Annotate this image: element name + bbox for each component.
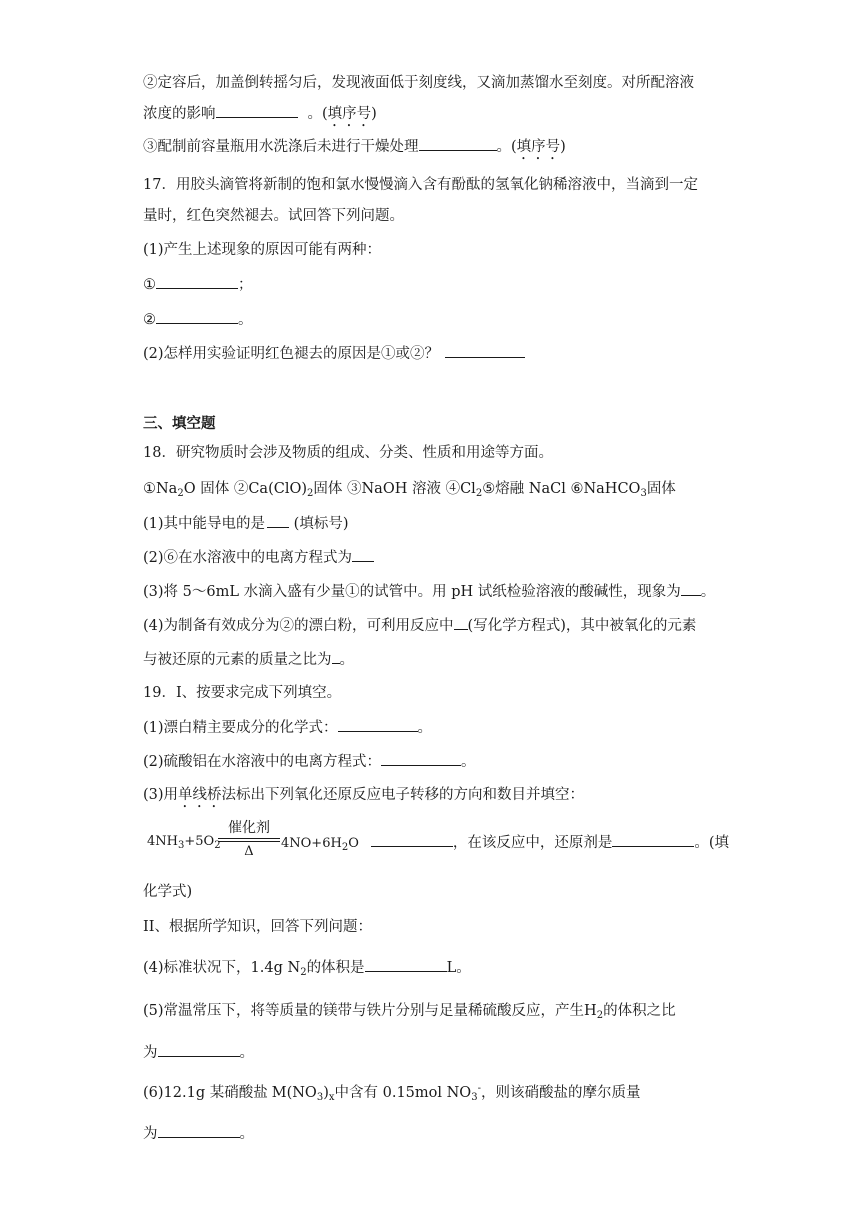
q16-fill-index-2: 填序号 (516, 139, 561, 155)
equation-left (147, 832, 221, 852)
eq-text: +5O (184, 834, 215, 849)
q18-list-text: O 固体 ②Ca(ClO) (183, 481, 307, 497)
q18-part2 (143, 547, 374, 568)
q18-part3 (143, 581, 715, 602)
q18-part1 (143, 513, 348, 534)
answer-blank[interactable] (332, 649, 340, 664)
eq-mid-text: ，在该反应中，还原剂是 (452, 835, 613, 851)
q19-part1-text: (1)漂白精主要成分的化学式： (143, 720, 338, 736)
q19-part6-m: M (271, 1085, 287, 1101)
subscript: 2 (177, 488, 184, 499)
eq-text: O (348, 836, 359, 851)
q19-part1-end: 。 (417, 720, 433, 736)
q19-part2-heading (143, 917, 372, 937)
q19-part4-text-a: (4)标准状况下，1.4g N (143, 960, 301, 976)
q18-part3-text: (3)将 5～6mL 水滴入盛有少量①的试管中。用 pH 试纸检验溶液的酸碱性，现象为 (143, 584, 681, 600)
q18-stem-text: 18．研究物质时会涉及物质的组成、分类、性质和用途等方面。 (143, 445, 553, 461)
subscript: 3 (177, 840, 185, 851)
subscript: 3 (316, 1092, 324, 1103)
q19-part4-text-b: 的体积是 (306, 960, 365, 976)
q16-close-paren-2: ) (560, 139, 566, 155)
subscript: 2 (596, 1010, 604, 1021)
q18-part4-end-b: 。 (339, 652, 354, 668)
q17-part2-text: (2)怎样用实验证明红色褪去的原因是①或②？ (143, 346, 440, 362)
q17-reason1 (143, 274, 253, 295)
heat-symbol: Δ (244, 844, 254, 859)
q19-part5-h: H (584, 1003, 597, 1019)
q19-part2-text: (2)硫酸铝在水溶液中的电离方程式： (143, 754, 382, 770)
eq-text: 4NO+6H (281, 836, 342, 851)
q16-item3-text: ③配制前容量瓶用水洗涤后未进行干燥处理 (143, 139, 419, 155)
q18-part4-text-a: (4)为制备有效成分为②的漂白粉，可利用反应中 (143, 618, 454, 634)
q19-part3-text-a: (3)用 (143, 787, 179, 803)
q18-list-text: 固体 ③NaOH 溶液 ④Cl (313, 481, 476, 497)
q19-part6-text-b: 中含有 0.15mol NO (334, 1085, 472, 1101)
answer-blank[interactable] (445, 343, 525, 358)
subscript: 3 (471, 1092, 478, 1103)
q19-part3-tail (143, 882, 192, 902)
eq-text: 4NH (147, 834, 178, 849)
subscript: 2 (300, 967, 307, 978)
superscript: - (477, 1083, 481, 1094)
answer-blank[interactable] (681, 581, 701, 596)
q18-part4-line1 (143, 615, 696, 636)
q17-reason2 (143, 309, 253, 330)
subscript: 2 (475, 488, 483, 499)
reaction-arrow (218, 819, 280, 861)
q17-reason1-end: ； (238, 277, 253, 293)
q19-part3 (143, 785, 584, 811)
answer-blank[interactable] (267, 513, 289, 528)
subscript: x (328, 1092, 335, 1103)
q19-part6-no3: (NO (286, 1085, 317, 1101)
q18-part1-end: (填标号) (289, 516, 349, 532)
answer-blank[interactable] (454, 615, 468, 630)
q18-part1-text: (1)其中能导电的是 (143, 516, 266, 532)
q18-part3-end: 。 (700, 584, 716, 600)
q17-stem-a: 17．用胶头滴管将新制的饱和氯水慢慢滴入含有酚酞的氢氧化钠稀溶液中，当滴到一定 (143, 177, 698, 193)
q17-reason1-mark: ① (143, 277, 156, 293)
q18-part4-text-b: 与被还原的元素的质量之比为 (143, 652, 332, 668)
q19-part4-end: L。 (446, 960, 471, 976)
q19-part6-text-d: 为 (143, 1126, 158, 1142)
q19-part2-end: 。 (461, 754, 476, 770)
q19-part2 (143, 751, 476, 772)
q16-item2-end: 。( (307, 106, 328, 122)
q16-item3-end: 。( (496, 139, 517, 155)
q16-item2-text-a: ②定容后，加盖倒转摇匀后，发现液面低于刻度线，又滴加蒸馏水至刻度。对所配溶液 (143, 75, 694, 91)
answer-blank[interactable] (612, 832, 694, 847)
q19-part4 (143, 957, 471, 978)
q18-substance-list (143, 479, 676, 499)
q19-part5-end: 。 (239, 1045, 254, 1061)
answer-blank[interactable] (365, 957, 447, 972)
q19-part6-line2 (143, 1123, 254, 1144)
answer-blank[interactable] (158, 1042, 240, 1057)
answer-blank[interactable] (419, 136, 497, 151)
subscript: 2 (307, 488, 314, 499)
q19-part3-text-b: 法标出下列氧化还原反应电子转移的方向和数目并填空： (221, 787, 585, 803)
q19-part6-text-c: ，则该硝酸盐的摩尔质量 (480, 1085, 641, 1101)
q19-part2-heading-text: II、根据所学知识，回答下列问题： (143, 919, 372, 935)
answer-blank[interactable] (156, 274, 238, 289)
answer-blank[interactable] (156, 309, 238, 324)
subscript: 3 (640, 488, 647, 499)
answer-blank[interactable] (158, 1123, 240, 1138)
q18-list-text: ⑤熔融 NaCl ⑥NaHCO (482, 481, 641, 497)
q16-item3-line (143, 136, 566, 163)
answer-blank[interactable] (371, 832, 453, 847)
q19-part6-close: ) (323, 1085, 329, 1101)
q19-stem (143, 683, 341, 703)
q17-stem-line2 (143, 206, 404, 226)
q17-part2 (143, 343, 525, 364)
answer-blank[interactable] (216, 103, 298, 118)
q19-part5-text-c: 为 (143, 1045, 158, 1061)
answer-blank[interactable] (381, 751, 461, 766)
q17-stem-line1 (143, 175, 698, 195)
section-heading (143, 414, 216, 434)
q19-part5-text-a: (5)常温常压下，将等质量的镁带与铁片分别与足量稀硫酸反应，产生 (143, 1003, 585, 1019)
double-line (218, 838, 280, 842)
q17-reason2-mark: ② (143, 312, 156, 328)
q18-list-text: 固体 (646, 481, 676, 497)
q18-part4-line2 (143, 649, 354, 670)
eq-end-text: 。(填 (694, 835, 730, 851)
q17-part1-text: (1)产生上述现象的原因可能有两种： (143, 242, 382, 258)
q18-list-text: ①Na (143, 481, 178, 497)
section-title: 三、填空题 (143, 415, 216, 432)
q18-part2-text: (2)⑥在水溶液中的电离方程式为 (143, 550, 353, 566)
q18-part4-end-a: (写化学方程式)，其中被氧化的元素 (467, 618, 697, 634)
q17-reason2-end: 。 (238, 312, 253, 328)
subscript: 2 (214, 840, 221, 851)
q18-stem (143, 443, 553, 463)
q19-part6-end: 。 (239, 1126, 254, 1142)
catalyst-label: 催化剂 (228, 820, 270, 836)
q19-part5-line1 (143, 1001, 676, 1021)
answer-blank[interactable] (352, 547, 374, 562)
equation-right (281, 832, 729, 854)
q16-fill-index: 填序号 (327, 106, 372, 122)
q19-stem-text: 19．Ⅰ、按要求完成下列填空。 (143, 685, 342, 701)
q19-part3-emphasis: 单线桥 (178, 787, 222, 803)
q19-part6-text-a: (6)12.1g 某硝酸盐 (143, 1085, 268, 1101)
q19-part5-text-b: 的体积之比 (603, 1003, 676, 1019)
q16-close-paren: ) (371, 106, 377, 122)
answer-blank[interactable] (338, 717, 418, 732)
subscript: 2 (341, 842, 349, 853)
q16-item2-text-b: 浓度的影响 (143, 106, 216, 122)
q17-part1 (143, 240, 381, 260)
q19-part5-line2 (143, 1042, 254, 1063)
q19-part6-line1 (143, 1083, 640, 1103)
q16-item2-line2 (143, 103, 377, 130)
q17-stem-b: 量时，红色突然褪去。试回答下列问题。 (143, 208, 404, 224)
q19-part1 (143, 717, 432, 738)
q16-item2-line1 (143, 73, 694, 93)
q19-part3-tail-text: 化学式) (143, 884, 193, 900)
